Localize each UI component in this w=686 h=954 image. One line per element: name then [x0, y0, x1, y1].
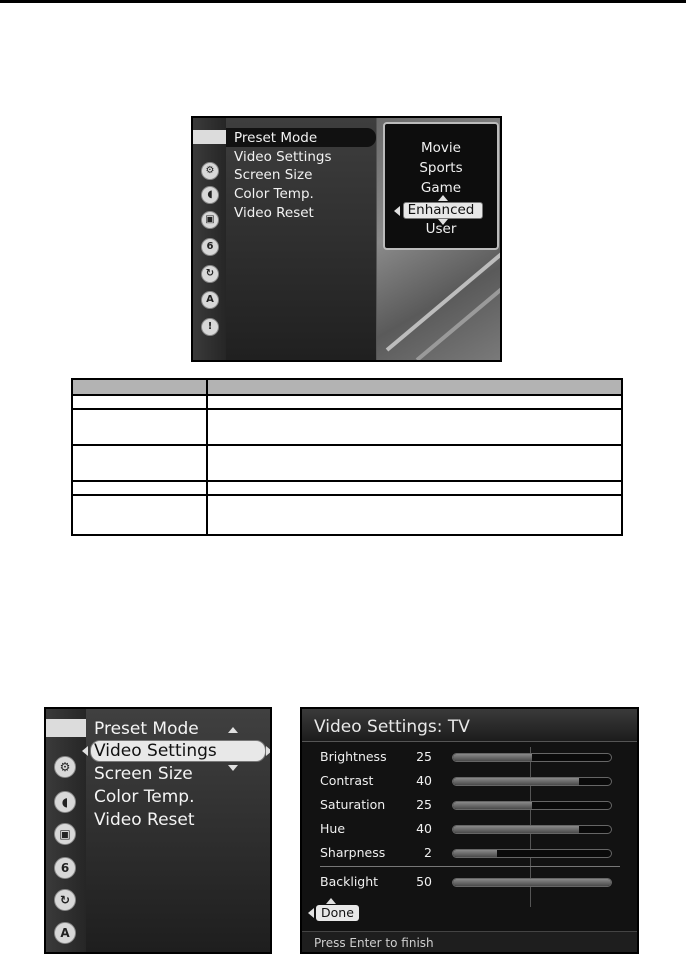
table-row	[72, 445, 622, 481]
table-cell	[72, 495, 207, 535]
sharpness-slider[interactable]	[452, 849, 612, 858]
setting-row-sharpness[interactable]	[320, 845, 630, 863]
preset-option-user[interactable]: User	[425, 221, 457, 237]
setting-row-saturation[interactable]	[320, 797, 630, 815]
footer-bar	[302, 931, 637, 954]
page-title: Video Settings: TV	[314, 717, 470, 737]
table-cell	[207, 409, 623, 445]
menu-item-video-reset[interactable]: Video Reset	[94, 810, 195, 830]
settings-divider	[320, 866, 620, 867]
footer-hint: Press Enter to finish	[314, 936, 434, 950]
gear-icon[interactable]: ⚙	[54, 756, 76, 778]
hue-slider[interactable]	[452, 825, 612, 834]
setting-value: 40	[416, 773, 432, 788]
selection-right-arrow-icon[interactable]	[266, 746, 272, 756]
setting-value: 50	[416, 874, 432, 889]
preset-mode-screenshot	[191, 116, 502, 362]
scroll-down-arrow-icon[interactable]	[228, 765, 238, 771]
settings-table	[71, 378, 623, 536]
table-cell	[72, 409, 207, 445]
setting-value: 40	[416, 821, 432, 836]
table-row	[72, 409, 622, 445]
settings-cycle-icon[interactable]: ↻	[201, 265, 219, 283]
setting-label: Saturation	[320, 797, 386, 812]
done-button[interactable]: Done	[316, 905, 359, 921]
video-settings-menu-screenshot	[44, 707, 272, 954]
slider-fill	[453, 879, 611, 886]
setting-label: Hue	[320, 821, 346, 836]
menu-item-color-temp[interactable]: Color Temp.	[234, 186, 314, 202]
table-row	[72, 395, 622, 409]
picture-menu	[86, 709, 272, 952]
setting-row-brightness[interactable]	[320, 749, 630, 767]
table-header-row	[72, 379, 622, 395]
menu-icon-column	[193, 118, 226, 360]
menu-item-preset-mode[interactable]: Preset Mode	[234, 130, 318, 146]
advanced-icon[interactable]: A	[201, 291, 219, 309]
brightness-slider[interactable]	[452, 753, 612, 762]
gear-icon[interactable]: ⚙	[201, 162, 219, 180]
table-header-cell	[207, 379, 623, 395]
table-cell	[207, 445, 623, 481]
setting-value: 2	[424, 845, 432, 860]
video-stripe	[416, 281, 502, 361]
slider-fill	[453, 850, 497, 857]
tv-icon[interactable]: ▣	[54, 823, 76, 845]
saturation-slider[interactable]	[452, 801, 612, 810]
preset-option-game[interactable]: Game	[420, 180, 462, 196]
alert-icon[interactable]: !	[201, 318, 219, 336]
table-cell	[207, 481, 623, 495]
settings-cycle-icon[interactable]: ↻	[54, 889, 76, 911]
setting-label: Contrast	[320, 773, 374, 788]
menu-item-video-settings[interactable]: Video Settings	[234, 149, 332, 165]
menu-item-screen-size[interactable]: Screen Size	[234, 167, 313, 183]
menu-tab-strip	[193, 130, 226, 144]
table-cell	[207, 495, 623, 535]
backlight-slider[interactable]	[452, 878, 612, 887]
setting-row-hue[interactable]	[320, 821, 630, 839]
preset-option-sports[interactable]: Sports	[419, 160, 463, 176]
table-cell	[72, 481, 207, 495]
contrast-slider[interactable]	[452, 777, 612, 786]
preset-option-movie[interactable]: Movie	[421, 140, 461, 156]
scroll-up-arrow-icon[interactable]	[326, 898, 336, 904]
table-row	[72, 495, 622, 535]
selection-left-arrow-icon[interactable]	[82, 746, 88, 756]
lock-icon[interactable]: 6	[201, 238, 219, 256]
setting-label: Sharpness	[320, 845, 386, 860]
slider-fill	[453, 802, 532, 809]
setting-label: Brightness	[320, 749, 387, 764]
advanced-icon[interactable]: A	[54, 922, 76, 944]
slider-fill	[453, 754, 532, 761]
menu-item-video-settings[interactable]: Video Settings	[94, 741, 217, 761]
table-cell	[72, 395, 207, 409]
setting-value: 25	[416, 749, 432, 764]
tv-icon[interactable]: ▣	[201, 211, 219, 229]
setting-row-contrast[interactable]	[320, 773, 630, 791]
video-settings-screenshot	[300, 707, 639, 954]
table-header-cell	[72, 379, 207, 395]
menu-item-color-temp[interactable]: Color Temp.	[94, 787, 195, 807]
menu-icon-column	[46, 709, 86, 952]
menu-item-preset-mode[interactable]: Preset Mode	[94, 719, 199, 739]
lock-icon[interactable]: 6	[54, 857, 76, 879]
picture-menu	[226, 118, 377, 360]
menu-item-screen-size[interactable]: Screen Size	[94, 764, 193, 784]
slider-fill	[453, 778, 579, 785]
speaker-icon[interactable]: ◖	[201, 186, 219, 204]
preset-options-popup	[383, 122, 499, 250]
setting-label: Backlight	[320, 874, 379, 889]
table-cell	[72, 445, 207, 481]
menu-tab-strip	[46, 719, 86, 737]
selection-left-arrow-icon[interactable]	[308, 908, 314, 918]
top-rule	[0, 0, 686, 3]
preset-option-enhanced[interactable]: Enhanced	[407, 202, 475, 218]
table-cell	[207, 395, 623, 409]
setting-value: 25	[416, 797, 432, 812]
table-row	[72, 481, 622, 495]
scroll-up-arrow-icon[interactable]	[228, 727, 238, 733]
menu-item-video-reset[interactable]: Video Reset	[234, 205, 314, 221]
setting-row-backlight[interactable]	[320, 874, 630, 892]
speaker-icon[interactable]: ◖	[54, 791, 76, 813]
slider-fill	[453, 826, 579, 833]
